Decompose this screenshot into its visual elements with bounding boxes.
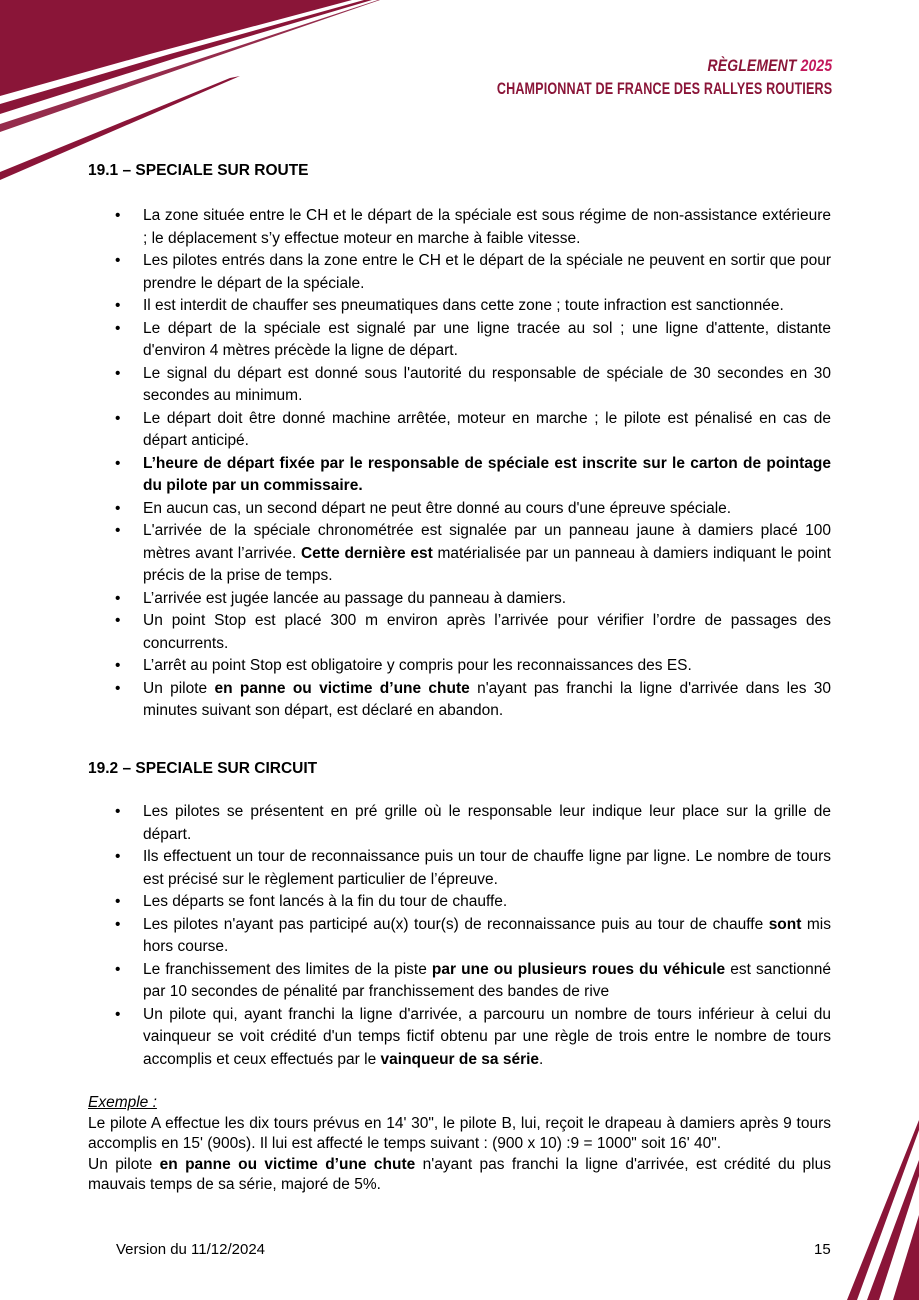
rule-text: matérialisée par un panneau à damiers indiquant le point précis de la prise de temps. [143, 544, 831, 584]
rule-text: La zone située entre le CH et le départ de la spéciale est sous régime de non-assistance extérieure ; le déplacement s’y effectue moteur en marche à faible vitesse. [143, 207, 831, 247]
bullet: • [115, 657, 121, 674]
bullet: • [115, 364, 121, 382]
example-bold: en panne ou victime d’une chute [159, 1155, 416, 1173]
example-paragraph-1: Le pilote A effectue les dix tours prévus en 14' 30", le pilote B, lui, reçoit le drapeau à damiers après 9 tours accomplis en 15' (900s). Il lui est affecté le temps suivant : (900 x 10) :9 = 1000" soit 16' 40". [88, 1114, 831, 1152]
rule-item [88, 846, 831, 891]
rule-text: Le départ doit être donné machine arrêtée, moteur en marche ; le pilote est pénalisé en cas de départ anticipé. [143, 409, 831, 449]
rule-item [88, 801, 831, 846]
rules-list-19-1 [88, 205, 831, 723]
example-title: Exemple : [88, 1094, 157, 1111]
bullet: • [115, 1005, 121, 1023]
bullet: • [115, 297, 121, 314]
rule-text: Ils effectuent un tour de reconnaissance puis un tour de chauffe ligne par ligne. Le nombre de tours est précisé sur le règlement particulier de l’épreuve. [143, 848, 831, 888]
rule-text: En aucun cas, un second départ ne peut être donné au cours d'une épreuve spéciale. [143, 499, 732, 517]
rule-item [88, 520, 831, 588]
rule-text: Un pilote qui, ayant franchi la ligne d'arrivée, a parcouru un nombre de tours inférieur à celui du vainqueur se voit crédité d'un temps fictif obtenu par une règle de trois entre le nombre de tours accomplis et ceux effectués par le [143, 1005, 831, 1068]
example-block [88, 1093, 831, 1196]
footer-version: Version du 11/12/2024 [116, 1241, 266, 1258]
header-title-year: 2025 [800, 56, 832, 75]
example-text: Un pilote [88, 1155, 160, 1173]
rule-text: Le départ de la spéciale est signalé par une ligne tracée au sol ; une ligne d'attente, distante d'environ 4 mètres précède la ligne de départ. [143, 319, 831, 359]
rule-text: Le signal du départ est donné sous l'autorité du responsable de spéciale de 30 secondes en 30 secondes au minimum. [143, 364, 831, 404]
rule-text: . [539, 1050, 544, 1068]
rule-text: Il est interdit de chauffer ses pneumatiques dans cette zone ; toute infraction est sanctionnée. [143, 297, 784, 314]
rule-item [88, 318, 831, 363]
page-number: 15 [814, 1241, 831, 1258]
rule-text: Un point Stop est placé 300 m environ après l’arrivée pour vérifier l’ordre de passages des concurrents. [143, 612, 831, 652]
rule-text: mis hors course. [143, 915, 831, 955]
rule-text-bold: Cette dernière est [300, 544, 433, 562]
bullet: • [115, 679, 121, 697]
bullet: • [115, 319, 121, 337]
rule-item [88, 678, 831, 723]
rule-text-bold: en panne ou victime d’une chute [214, 679, 470, 697]
rule-text-bold: sont [768, 915, 802, 933]
rule-text: n'ayant pas franchi la ligne d'arrivée dans les 30 minutes suivant son départ, est déclaré en abandon. [143, 679, 831, 719]
rule-item [88, 655, 831, 678]
bullet: • [115, 893, 121, 910]
rule-text-bold: vainqueur de sa série [380, 1050, 540, 1068]
bullet: • [115, 612, 121, 629]
bullet: • [115, 848, 121, 865]
bullet: • [115, 499, 121, 517]
bullet: • [115, 915, 121, 933]
rule-text-bold: L’heure de départ fixée par le responsable de spéciale est inscrite sur le carton de pointage du pilote par un commissaire. [143, 454, 831, 494]
rule-text: Les pilotes entrés dans la zone entre le CH et le départ de la spéciale ne peuvent en sortir que pour prendre le départ de la spéciale. [143, 252, 831, 292]
footer-decoration [839, 1120, 919, 1300]
rule-item [88, 205, 831, 250]
rule-text: Les départs se font lancés à la fin du tour de chauffe. [143, 893, 508, 910]
header-title [460, 56, 832, 76]
rule-item [88, 250, 831, 295]
bullet: • [115, 207, 121, 224]
header-title-word: RÈGLEMENT [707, 56, 797, 75]
section-title-19-2: 19.2 – SPECIALE SUR CIRCUIT [88, 760, 318, 777]
rule-text: L’arrêt au point Stop est obligatoire y compris pour les reconnaissances des ES. [143, 657, 692, 674]
rule-item [88, 295, 831, 318]
bullet: • [115, 960, 121, 978]
rule-text: Les pilotes se présentent en pré grille où le responsable leur indique leur place sur la grille de départ. [143, 803, 831, 843]
document-header [379, 56, 832, 99]
rule-item [88, 588, 831, 611]
rule-item [88, 1004, 831, 1072]
rule-item [88, 498, 831, 521]
bullet: • [115, 803, 121, 820]
header-subtitle: CHAMPIONNAT DE FRANCE DES RALLYES ROUTIERS [496, 79, 832, 98]
rule-text: L’arrivée est jugée lancée au passage du panneau à damiers. [143, 589, 567, 607]
section-title-19-1: 19.1 – SPECIALE SUR ROUTE [88, 162, 309, 179]
rule-item [88, 408, 831, 453]
rule-item [88, 891, 831, 914]
rule-text-bold: par une ou plusieurs roues du véhicule [431, 960, 726, 978]
rule-text: Le franchissement des limites de la piste [143, 960, 432, 978]
rule-item [88, 453, 831, 498]
example-paragraph-2 [88, 1155, 831, 1196]
bullet: • [115, 454, 121, 472]
rule-text: Les pilotes n'ayant pas participé au(x) tour(s) de reconnaissance puis au tour de chauffe [143, 915, 769, 933]
bullet: • [115, 252, 121, 269]
rule-text: Un pilote [143, 679, 215, 697]
bullet: • [115, 409, 121, 427]
rules-list-19-2 [88, 801, 831, 1071]
bullet: • [115, 589, 121, 607]
rule-item [88, 914, 831, 959]
rule-item [88, 959, 831, 1004]
example-text: n'ayant pas franchi la ligne d'arrivée, est crédité du plus mauvais temps de sa série, majoré de 5%. [88, 1155, 831, 1193]
rule-text: est sanctionné par 10 secondes de pénalité par franchissement des bandes de rive [143, 960, 831, 1000]
rule-item [88, 363, 831, 408]
rule-item [88, 610, 831, 655]
rule-text: L'arrivée de la spéciale chronométrée est signalée par un panneau jaune à damiers placé 100 mètres avant l’arrivée. [143, 522, 831, 562]
bullet: • [115, 522, 121, 539]
